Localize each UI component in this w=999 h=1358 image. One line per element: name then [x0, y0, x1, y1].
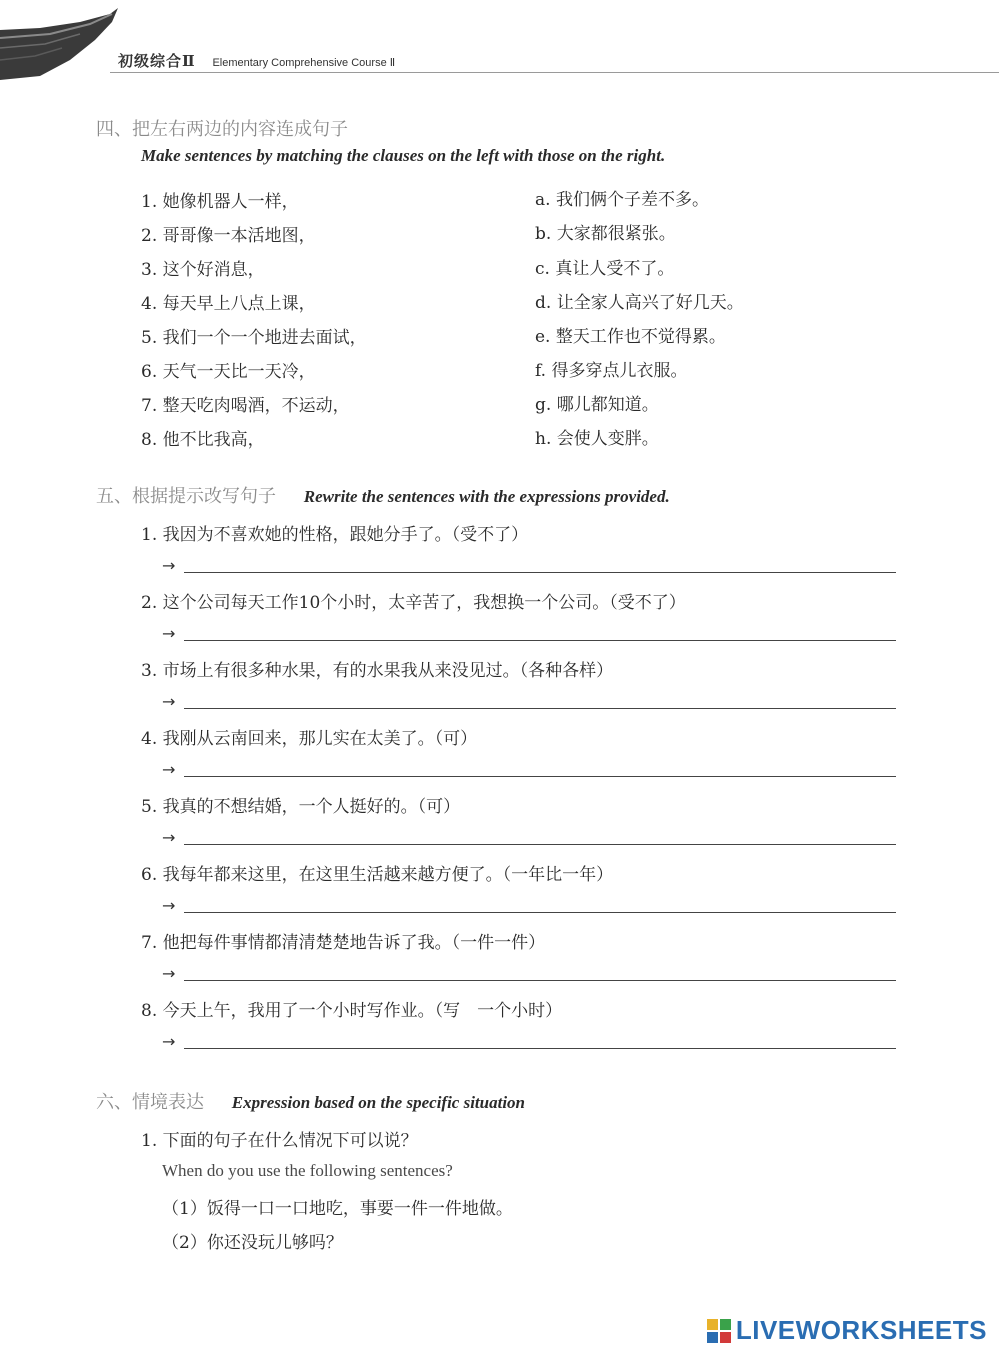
section5-title [96, 482, 670, 508]
match-right-e: e. 整天工作也不觉得累。 [535, 327, 726, 347]
situation-question-1-en: When do you use the following sentences? [162, 1161, 453, 1180]
answer-row-6 [162, 896, 896, 916]
answer-row-2 [162, 624, 896, 644]
arrow-icon: → [162, 692, 176, 711]
section4-instruction: Make sentences by matching the clauses on the left with those on the right. [141, 146, 666, 165]
match-left-1: 1. 她像机器人一样， [141, 192, 299, 212]
match-left-2: 2. 哥哥像一本活地图， [141, 226, 316, 246]
arrow-icon: → [162, 760, 176, 779]
match-left-5: 5. 我们一个一个地进去面试， [141, 328, 367, 348]
answer-line-2[interactable] [184, 640, 896, 641]
situation-sub-2: （2）你还没玩儿够吗？ [162, 1233, 343, 1253]
situation-sub-1: （1）饭得一口一口地吃，事要一件一件地做。 [162, 1199, 513, 1219]
match-left-7: 7. 整天吃肉喝酒，不运动， [141, 396, 350, 416]
answer-row-8 [162, 1032, 896, 1052]
course-title-en: Elementary Comprehensive Course Ⅱ [212, 57, 396, 69]
rewrite-question-5: 5. 我真的不想结婚，一个人挺好的。（可） [141, 797, 461, 817]
rewrite-question-4: 4. 我刚从云南回来，那儿实在太美了。（可） [141, 729, 478, 749]
match-left-6: 6. 天气一天比一天冷， [141, 362, 316, 382]
match-right-a: a. 我们俩个子差不多。 [535, 190, 709, 210]
match-right-h: h. 会使人变胖。 [535, 429, 659, 449]
match-left-4: 4. 每天早上八点上课， [141, 294, 316, 314]
answer-line-5[interactable] [184, 844, 896, 845]
rewrite-question-8: 8. 今天上午，我用了一个小时写作业。（写 一个小时） [141, 1001, 563, 1021]
rewrite-question-6: 6. 我每年都来这里，在这里生活越来越方便了。（一年比一年） [141, 865, 614, 885]
answer-line-4[interactable] [184, 776, 896, 777]
answer-row-1 [162, 556, 896, 576]
liveworksheets-logo-icon [706, 1318, 732, 1344]
match-right-c: c. 真让人受不了。 [535, 259, 675, 279]
answer-row-7 [162, 964, 896, 984]
answer-line-6[interactable] [184, 912, 896, 913]
course-title-cn: 初级综合Ⅱ [118, 52, 196, 70]
liveworksheets-logo [706, 1315, 987, 1346]
answer-row-5 [162, 828, 896, 848]
rewrite-question-2: 2. 这个公司每天工作10个小时，太辛苦了，我想换一个公司。（受不了） [141, 593, 686, 613]
match-right-g: g. 哪儿都知道。 [535, 395, 659, 415]
match-left-3: 3. 这个好消息， [141, 260, 265, 280]
rewrite-question-7: 7. 他把每件事情都清清楚楚地告诉了我。（一件一件） [141, 933, 546, 953]
arrow-icon: → [162, 624, 176, 643]
page-header [0, 0, 999, 80]
section6-instruction: Expression based on the specific situation [231, 1093, 526, 1112]
liveworksheets-logo-text: LIVEWORKSHEETS [735, 1315, 987, 1345]
arrow-icon: → [162, 1032, 176, 1051]
section6-title-cn: 六、情境表达 [96, 1092, 204, 1113]
match-right-d: d. 让全家人高兴了好几天。 [535, 293, 744, 313]
answer-line-1[interactable] [184, 572, 896, 573]
arrow-icon: → [162, 556, 176, 575]
section5-title-cn: 五、根据提示改写句子 [96, 486, 276, 507]
rewrite-question-3: 3. 市场上有很多种水果，有的水果我从来没见过。（各种各样） [141, 661, 614, 681]
section6-title [96, 1088, 525, 1114]
answer-line-8[interactable] [184, 1048, 896, 1049]
arrow-icon: → [162, 828, 176, 847]
header-rule [110, 72, 999, 73]
arrow-icon: → [162, 896, 176, 915]
match-right-b: b. 大家都很紧张。 [535, 224, 676, 244]
match-right-f: f. 得多穿点儿衣服。 [535, 361, 688, 381]
situation-question-1: 1. 下面的句子在什么情况下可以说？ [141, 1131, 418, 1151]
match-left-8: 8. 他不比我高， [141, 430, 265, 450]
answer-row-4 [162, 760, 896, 780]
arrow-icon: → [162, 964, 176, 983]
section5-instruction: Rewrite the sentences with the expressions provided. [303, 487, 670, 506]
answer-line-3[interactable] [184, 708, 896, 709]
answer-row-3 [162, 692, 896, 712]
answer-line-7[interactable] [184, 980, 896, 981]
section4-title: 四、把左右两边的内容连成句子 [96, 119, 348, 140]
rewrite-question-1: 1. 我因为不喜欢她的性格，跟她分手了。（受不了） [141, 525, 529, 545]
course-title [118, 50, 395, 71]
